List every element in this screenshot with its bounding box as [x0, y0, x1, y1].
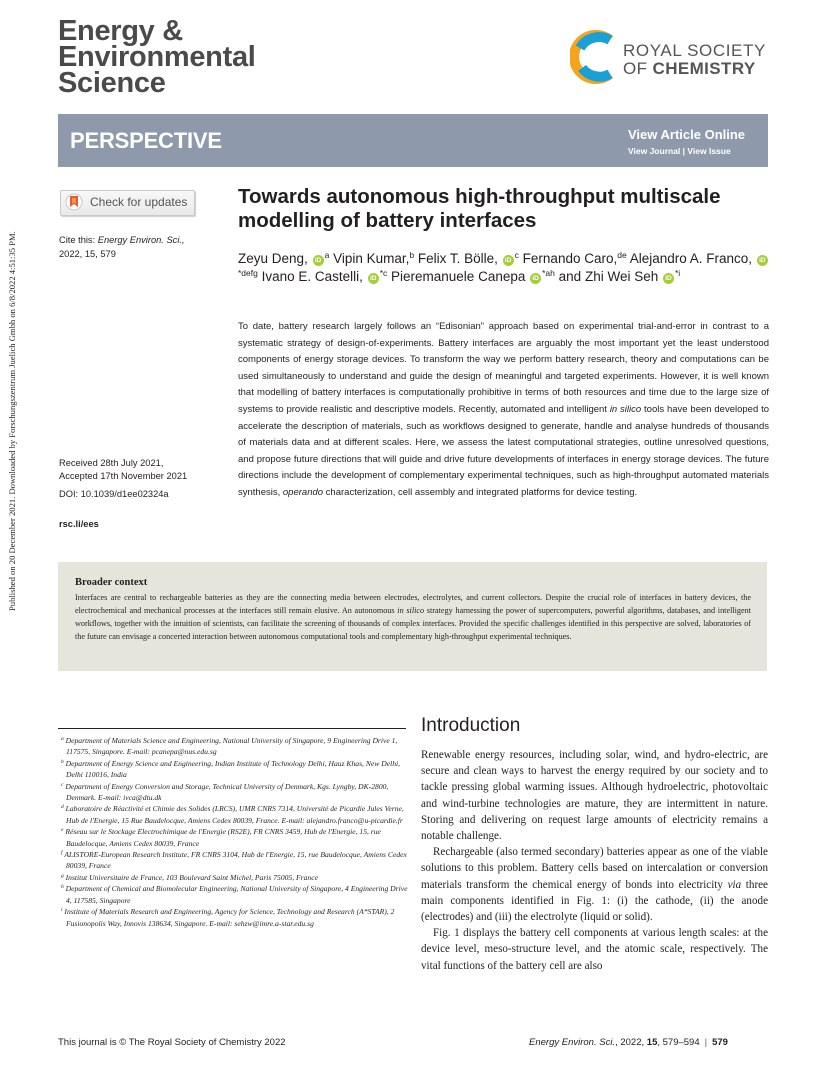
- received-accepted-dates: Received 28th July 2021, Accepted 17th November 2021: [59, 458, 188, 481]
- view-journal-issue-links[interactable]: View Journal | View Issue: [628, 146, 731, 156]
- orcid-icon[interactable]: iD: [757, 255, 768, 266]
- author-name[interactable]: Pieremanuele Canepa: [391, 269, 526, 284]
- author-affiliation-mark: *i: [675, 268, 681, 278]
- introduction-body: [421, 747, 768, 974]
- publisher-name-line2: OF CHEMISTRY: [623, 59, 756, 78]
- author-affiliation-mark: b: [409, 250, 415, 260]
- affiliation-item: $^e$ Réseau sur le Stockage Electrochimique de l'Energie (RS2E), FR CNRS 3459, Hub de l'Energie, 15, rue Baudelocque, Amiens Cedex 80039, France: [61, 827, 381, 848]
- orcid-icon[interactable]: iD: [368, 273, 379, 284]
- author-name[interactable]: Ivano E. Castelli,: [261, 269, 363, 284]
- intro-paragraph-2: Rechargeable (also termed secondary) batteries appear as one of the viable solutions to this problem. Battery cells based on intercalation or conversion materials transform the chemical energy of bonds into electricity via three main components identified in Fig. 1: (i) the cathode, (ii) the anode (electrodes) and (iii) the electrolyte (liquid or solid).: [421, 846, 768, 924]
- footer-copyright: This journal is © The Royal Society of Chemistry 2022: [58, 1037, 286, 1048]
- affiliation-item: $^i$ Institute of Materials Research and Engineering, Agency for Science, Technology and Research (A*STAR), 2 Fusionopolis Way, Innovis 138634, Singapore. E-mail: sehzw@imre.a-star.edu.sg: [61, 907, 395, 928]
- author-conjunction: and: [558, 269, 582, 284]
- author-name[interactable]: Zhi Wei Seh: [584, 269, 659, 284]
- abstract: To date, battery research largely follows an “Edisonian” approach based on experimental trial-and-error in contrast to a systematic strategy of design-of-experiments. Battery interfaces are arguably the most important yet the least understood components of energy storage devices. To transform the way we perform battery research, theory and computations can be used simultaneously to understand and guide the design of meaningful and targeted experiments. However, it is well known that modelling of battery interfaces is computationally prohibitive in terms of both resources and time due to the large size of systems to provide realistic and descriptive models. Recently, automated and intelligent in silico tools have been developed to accelerate the description of materials, such as workflows designed to generate, handle and analyse hundreds of thousands of materials data and at different scales. Here, we assess the latest computational strategies, outline unresolved questions, and propose future directions that will guide and drive future developments of interfaces in energy storage devices. The future directions include the development of complementary experimental techniques, such as high-throughput automated materials synthesis, operando characterization, cell assembly and integrated platforms for device testing.: [238, 321, 770, 498]
- view-article-online-link[interactable]: View Article Online: [628, 127, 746, 142]
- journal-title[interactable]: [58, 15, 318, 99]
- affiliations: [58, 735, 408, 929]
- article-title: Towards autonomous high-throughput multiscale modelling of battery interfaces: [238, 185, 721, 232]
- author-affiliation-mark: *c: [379, 268, 388, 278]
- journal-title-line3: Science: [58, 67, 166, 99]
- doi[interactable]: DOI: 10.1039/d1ee02324a: [59, 489, 169, 499]
- author-name[interactable]: Felix T. Bölle,: [417, 251, 498, 266]
- journal-title-line1: Energy &: [58, 15, 183, 47]
- publisher-name-line1: ROYAL SOCIETY: [623, 41, 766, 60]
- bookmark-check-icon: [65, 193, 83, 211]
- author-affiliation-mark: *ah: [542, 268, 555, 278]
- journal-title-line2: Environmental: [58, 41, 256, 73]
- orcid-icon[interactable]: iD: [663, 273, 674, 284]
- author-affiliation-mark: a: [324, 250, 330, 260]
- check-for-updates-label: Check for updates: [90, 195, 188, 209]
- author-affiliation-mark: *defg: [238, 268, 258, 278]
- author-name[interactable]: Vipin Kumar,: [333, 251, 410, 266]
- author-name[interactable]: Zeyu Deng,: [238, 251, 308, 266]
- author-name[interactable]: Alejandro A. Franco,: [629, 251, 753, 266]
- publication-side-note: Published on 20 December 2021. Downloaded by Forschungszentrum Juelich Gmbh on 6/8/2022 4:51:35 PM.: [7, 231, 17, 611]
- orcid-icon[interactable]: iD: [313, 255, 324, 266]
- affiliation-item: $^b$ Department of Energy Science and Engineering, Indian Institute of Technology Delhi, Hauz Khas, New Delhi, Delhi 110016, India: [61, 758, 401, 780]
- citation-info: Cite this: Energy Environ. Sci., 2022, 15, 579: [59, 235, 185, 259]
- affiliation-item: $^h$ Department of Chemical and Biomolecular Engineering, National University of Singapore, 4 Engineering Drive 4, 117585, Singapore: [61, 884, 408, 905]
- journal-short-link[interactable]: rsc.li/ees: [59, 519, 99, 529]
- affiliation-item: $^a$ Department of Materials Science and Engineering, National University of Singapore, 9 Engineering Drive 1, 117575, Singapore. E-mail: pcanepa@nus.edu.sg: [61, 736, 398, 757]
- author-name[interactable]: Fernando Caro,: [522, 251, 618, 266]
- affiliation-item: $^g$ Institut Universitaire de France, 103 Boulevard Saint Michel, Paris 75005, France: [61, 872, 318, 882]
- orcid-icon[interactable]: iD: [503, 255, 514, 266]
- affiliation-item: $^d$ Laboratoire de Réactivité et Chimie des Solides (LRCS), UMR CNRS 7314, Université de Picardie Jules Verne, Hub de l'Energie, 15 Rue Baudelocque, Amiens Cedex 80039, France. E-mail: alejandro.franco@u-picardie.fr: [61, 804, 404, 825]
- author-affiliation-mark: de: [617, 250, 627, 260]
- intro-paragraph-1: Renewable energy resources, including solar, wind, and hydro-electric, are secure and clean ways to harvest the energy required by our society and to tackle pressing global warming issues. Although hydroelectric, photovoltaic and wind-turbine technologies are mature, they are intermittent in nature. Storing and delivering on request large amounts of electricity remains a notable challenge.: [421, 749, 768, 843]
- broader-context-title: Broader context: [75, 577, 148, 588]
- page-number: 579: [712, 1037, 728, 1048]
- author-affiliation-mark: c: [514, 250, 519, 260]
- broader-context-body: Interfaces are central to rechargeable batteries as they are the connecting media between electrodes, electrolytes, and current collectors. Despite the crucial role of interfaces in battery devices, the electrochemical and mechanical processes at the interfaces still remain elusive. An autonomous in silico strategy harnessing the power of supercomputers, powerful algorithms, databases, and intelligent workflows, together with the intuition of scientists, can facilitate the screening of thousands of complex interfaces. Provided the specific challenges identified in this perspective are solved, laboratories of the future can envisage a concerted interaction between autonomous computational tools and complementary high-throughput experimental techniques.: [75, 593, 752, 641]
- orcid-icon[interactable]: iD: [530, 273, 541, 284]
- introduction-heading: Introduction: [421, 715, 521, 736]
- author-list: [238, 250, 778, 286]
- affiliation-item: $^c$ Department of Energy Conversion and Storage, Technical University of Denmark, Kgs. Lyngby, DK-2800, Denmark. E-mail: ivca@dtu.dk: [61, 781, 389, 803]
- affiliation-item: $^f$ ALISTORE-European Research Institute, FR CNRS 3104, Hub de l'Energie, 15, rue Baudelocque, Amiens Cedex 80039, France: [61, 850, 407, 871]
- affiliations-divider: [58, 728, 406, 729]
- footer-citation: Energy Environ. Sci., 2022, 15, 579–594 | 579: [529, 1037, 728, 1048]
- intro-paragraph-3: Fig. 1 displays the battery cell components at various length scales: at the device level, meso-structure level, and the atomic scale, respectively. The vital functions of the battery cell are also: [421, 927, 768, 972]
- rsc-logo-icon[interactable]: [570, 28, 622, 86]
- section-label: PERSPECTIVE: [70, 128, 222, 153]
